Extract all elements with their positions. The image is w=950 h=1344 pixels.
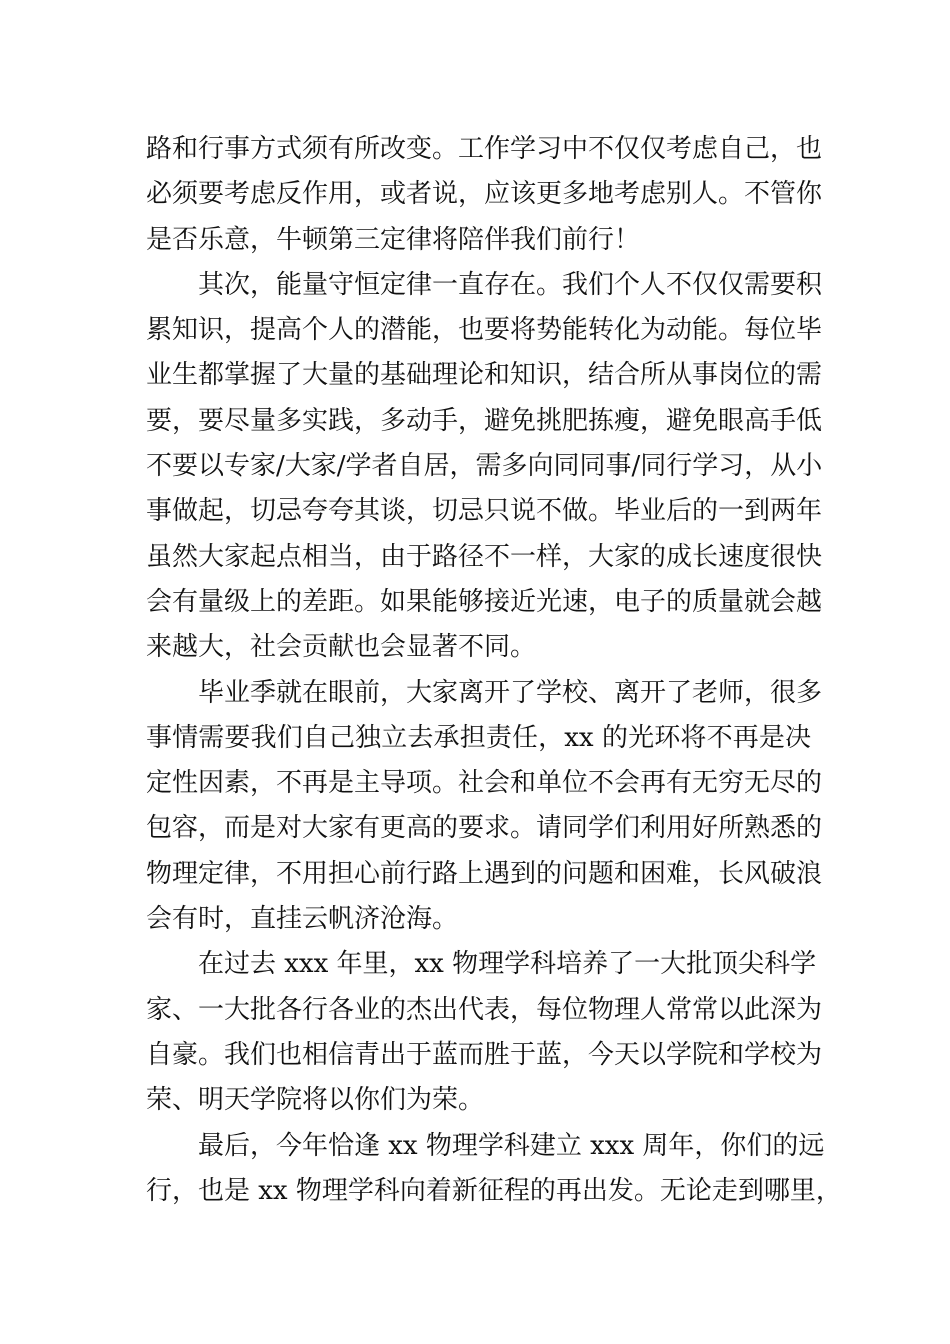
- text-line: 来越大，社会贡献也会显著不同。: [146, 632, 537, 663]
- paragraph: [146, 671, 823, 943]
- text-line: 行，也是 xx 物理学科向着新征程的再出发。无论走到哪里，: [146, 1175, 842, 1206]
- text-line: 路和行事方式须有所改变。工作学习中不仅仅考虑自己，也: [146, 134, 823, 164]
- text-line: 必须要考虑反作用，或者说，应该更多地考虑别人。不管你: [146, 179, 823, 210]
- text-line: 物理定律，不用担心前行路上遇到的问题和困难，长风破浪: [146, 858, 823, 889]
- text-line: 毕业季就在眼前，大家离开了学校、离开了老师，很多: [198, 677, 823, 708]
- text-line: 不要以专家/大家/学者自居，需多向同同事/同行学习，从小: [146, 451, 823, 482]
- paragraph: [146, 1124, 842, 1215]
- text-line: 荣、明天学院将以你们为荣。: [146, 1085, 485, 1116]
- paragraph: [146, 942, 823, 1123]
- text-line: 会有量级上的差距。如果能够接近光速，电子的质量就会越: [146, 586, 823, 617]
- text-line: 是否乐意，牛顿第三定律将陪伴我们前行！: [146, 224, 641, 255]
- text-line: 虽然大家起点相当，由于路径不一样，大家的成长速度很快: [146, 541, 823, 572]
- text-line: 事做起，切忌夸夸其谈，切忌只说不做。毕业后的一到两年: [146, 496, 823, 527]
- text-line: 定性因素，不再是主导项。社会和单位不会再有无穷无尽的: [146, 768, 823, 799]
- text-line: 最后，今年恰逢 xx 物理学科建立 xxx 周年，你们的远: [198, 1130, 825, 1161]
- paragraph: [146, 127, 823, 263]
- text-line: 包容，而是对大家有更高的要求。请同学们利用好所熟悉的: [146, 813, 823, 844]
- text-line: 要，要尽量多实践，多动手，避免挑肥拣瘦，避免眼高手低: [146, 405, 823, 436]
- text-line: 会有时，直挂云帆济沧海。: [146, 904, 459, 935]
- text-line: 在过去 xxx 年里，xx 物理学科培养了一大批顶尖科学: [198, 949, 817, 980]
- text-line: 自豪。我们也相信青出于蓝而胜于蓝，今天以学院和学校为: [146, 1039, 823, 1070]
- document-body: [146, 127, 842, 1214]
- text-line: 业生都掌握了大量的基础理论和知识，结合所从事岗位的需: [146, 360, 823, 391]
- text-line: 其次，能量守恒定律一直存在。我们个人不仅仅需要积: [198, 269, 823, 300]
- paragraph: [146, 263, 823, 671]
- text-line: 累知识，提高个人的潜能，也要将势能转化为动能。每位毕: [146, 315, 823, 346]
- text-line: 家、一大批各行各业的杰出代表，每位物理人常常以此深为: [146, 994, 823, 1025]
- text-line: 事情需要我们自己独立去承担责任，xx 的光环将不再是决: [146, 722, 811, 753]
